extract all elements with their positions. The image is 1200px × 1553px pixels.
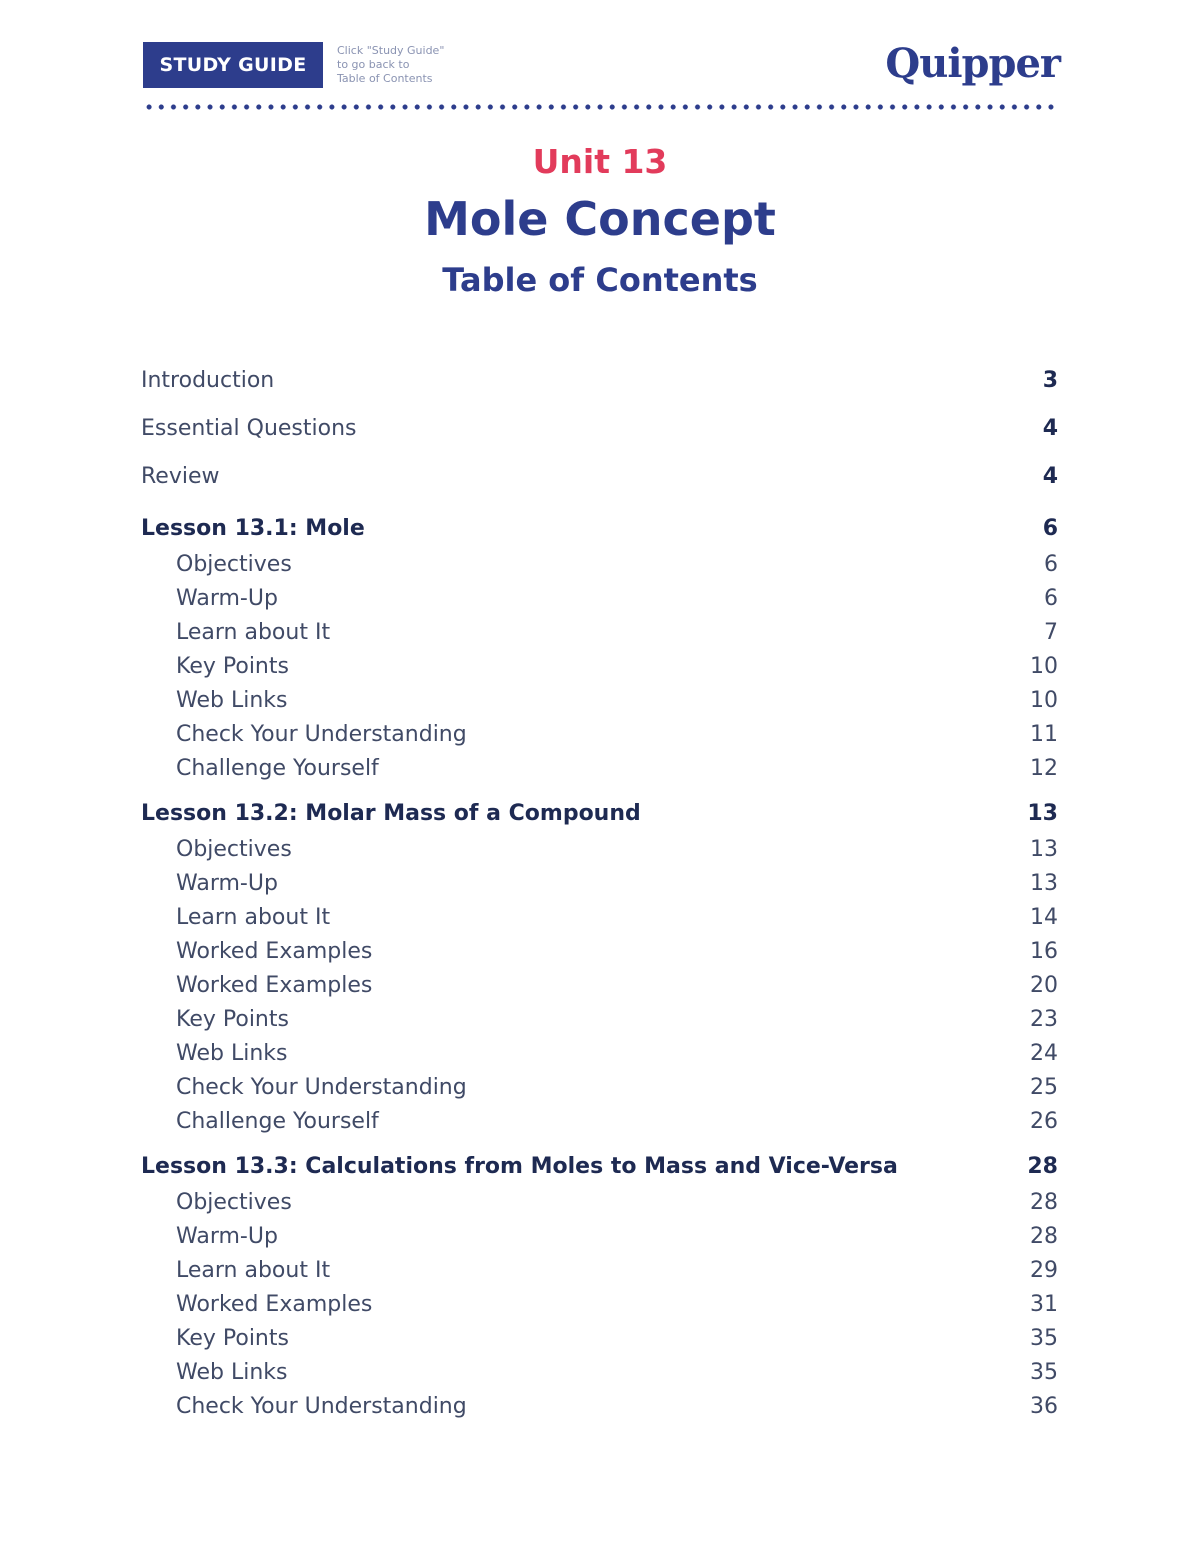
hint-line: Click "Study Guide" — [337, 44, 445, 57]
toc-lesson-entry[interactable] — [141, 1148, 1058, 1185]
page-title: Mole Concept — [424, 192, 776, 246]
toc-subentry[interactable] — [141, 1287, 1058, 1321]
toc-page-number: 14 — [1030, 904, 1058, 930]
toc-page-number: 36 — [1030, 1393, 1058, 1419]
toc-page-number: 10 — [1030, 687, 1058, 713]
toc-entry-label: Objectives — [176, 836, 292, 862]
toc-subentry[interactable] — [141, 547, 1058, 581]
page-header — [143, 42, 1060, 112]
toc-page-number: 6 — [1042, 516, 1058, 541]
toc-heading: Table of Contents — [442, 261, 758, 299]
toc-subentry[interactable] — [141, 683, 1058, 717]
toc-subentry[interactable] — [141, 1002, 1058, 1036]
toc-entry-label: Key Points — [176, 1006, 289, 1032]
toc-entry-label: Lesson 13.3: Calculations from Moles to Mass and Vice-Versa — [141, 1154, 898, 1179]
toc-page-number: 35 — [1030, 1359, 1058, 1385]
quipper-logo: Quipper — [885, 40, 1060, 87]
toc-subentry[interactable] — [141, 1185, 1058, 1219]
toc-page-number: 6 — [1044, 585, 1058, 611]
toc-entry-label: Objectives — [176, 551, 292, 577]
toc-subentry[interactable] — [141, 1253, 1058, 1287]
toc-subentry[interactable] — [141, 1321, 1058, 1355]
toc-subentry[interactable] — [141, 968, 1058, 1002]
toc-page-number: 4 — [1042, 463, 1058, 489]
toc-page-number: 11 — [1030, 721, 1058, 747]
toc-entry-label: Web Links — [176, 1359, 288, 1385]
toc-page-number: 23 — [1030, 1006, 1058, 1032]
toc-entry-label: Worked Examples — [176, 938, 373, 964]
title-block — [0, 138, 1200, 302]
toc-subentry[interactable] — [141, 934, 1058, 968]
toc-page-number: 6 — [1044, 551, 1058, 577]
toc-subentry[interactable] — [141, 1389, 1058, 1423]
toc-page-number: 4 — [1042, 415, 1058, 441]
unit-label: Unit 13 — [532, 142, 668, 181]
dotted-divider — [143, 104, 1060, 110]
toc-entry-label: Lesson 13.1: Mole — [141, 516, 365, 541]
toc-page-number: 25 — [1030, 1074, 1058, 1100]
toc-subentry[interactable] — [141, 866, 1058, 900]
toc-page-number: 35 — [1030, 1325, 1058, 1351]
toc-page-number: 10 — [1030, 653, 1058, 679]
toc-subentry[interactable] — [141, 1104, 1058, 1138]
toc-entry-label: Learn about It — [176, 1257, 331, 1283]
toc-entry-label: Learn about It — [176, 619, 331, 645]
toc-entry-label: Key Points — [176, 653, 289, 679]
toc-entry[interactable] — [141, 404, 1058, 452]
hint-line: Table of Contents — [337, 72, 433, 85]
toc-subentry[interactable] — [141, 751, 1058, 785]
toc-page-number: 20 — [1030, 972, 1058, 998]
toc-page-number: 13 — [1030, 836, 1058, 862]
toc-page-number: 13 — [1027, 801, 1058, 826]
study-guide-hint — [337, 44, 477, 86]
toc-subentry[interactable] — [141, 1036, 1058, 1070]
toc-subentry[interactable] — [141, 1355, 1058, 1389]
toc-page-number: 24 — [1030, 1040, 1058, 1066]
toc-entry-label: Web Links — [176, 687, 288, 713]
toc-entry-label: Challenge Yourself — [176, 1108, 379, 1134]
toc-page-number: 16 — [1030, 938, 1058, 964]
toc-subentry[interactable] — [141, 581, 1058, 615]
toc-entry-label: Key Points — [176, 1325, 289, 1351]
toc-subentry[interactable] — [141, 1070, 1058, 1104]
toc-subentry[interactable] — [141, 649, 1058, 683]
toc-subentry[interactable] — [141, 1219, 1058, 1253]
toc-page-number: 3 — [1042, 367, 1058, 393]
table-of-contents — [141, 356, 1058, 1423]
toc-lesson-entry[interactable] — [141, 510, 1058, 547]
toc-entry-label: Lesson 13.2: Molar Mass of a Compound — [141, 801, 641, 826]
toc-page-number: 28 — [1027, 1154, 1058, 1179]
toc-subentry[interactable] — [141, 832, 1058, 866]
toc-page-number: 12 — [1030, 755, 1058, 781]
toc-entry-label: Worked Examples — [176, 972, 373, 998]
toc-entry-label: Check Your Understanding — [176, 1393, 467, 1419]
toc-entry-label: Challenge Yourself — [176, 755, 379, 781]
toc-page-number: 13 — [1030, 870, 1058, 896]
toc-entry-label: Learn about It — [176, 904, 331, 930]
toc-entry-label: Warm-Up — [176, 870, 278, 896]
toc-entry-label: Check Your Understanding — [176, 1074, 467, 1100]
toc-entry[interactable] — [141, 452, 1058, 500]
toc-entry[interactable] — [141, 356, 1058, 404]
toc-entry-label: Check Your Understanding — [176, 721, 467, 747]
toc-subentry[interactable] — [141, 615, 1058, 649]
toc-page-number: 29 — [1030, 1257, 1058, 1283]
toc-subentry[interactable] — [141, 717, 1058, 751]
toc-page-number: 7 — [1044, 619, 1058, 645]
toc-lesson-entry[interactable] — [141, 795, 1058, 832]
toc-page-number: 26 — [1030, 1108, 1058, 1134]
toc-page-number: 28 — [1030, 1223, 1058, 1249]
toc-entry-label: Worked Examples — [176, 1291, 373, 1317]
toc-entry-label: Warm-Up — [176, 585, 278, 611]
toc-page-number: 28 — [1030, 1189, 1058, 1215]
toc-entry-label: Review — [141, 463, 220, 489]
toc-entry-label: Introduction — [141, 367, 275, 393]
toc-page-number: 31 — [1030, 1291, 1058, 1317]
toc-entry-label: Warm-Up — [176, 1223, 278, 1249]
toc-entry-label: Web Links — [176, 1040, 288, 1066]
toc-entry-label: Objectives — [176, 1189, 292, 1215]
hint-line: to go back to — [337, 58, 410, 71]
toc-entry-label: Essential Questions — [141, 415, 357, 441]
study-guide-button[interactable]: STUDY GUIDE — [143, 42, 323, 88]
toc-subentry[interactable] — [141, 900, 1058, 934]
